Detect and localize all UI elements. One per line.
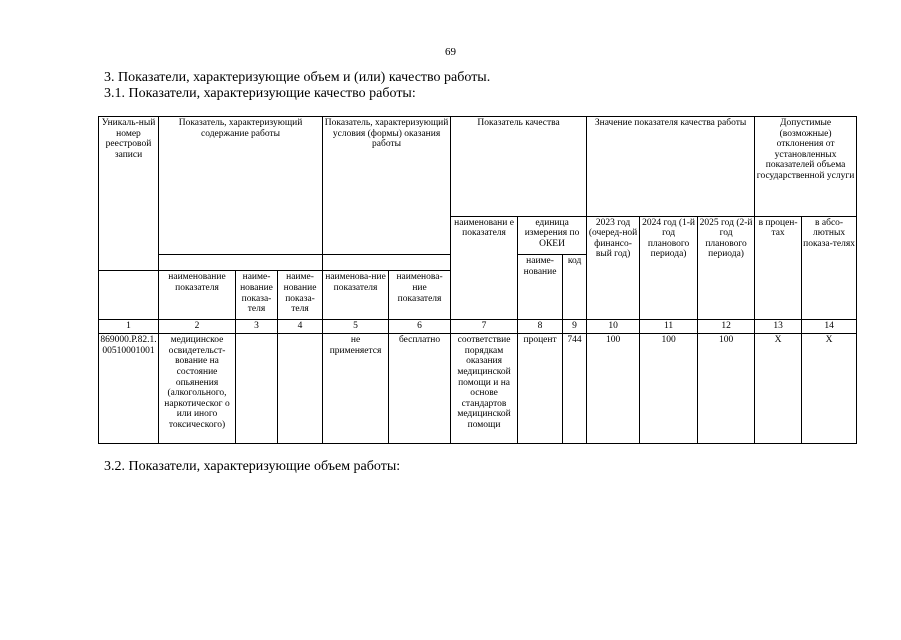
section-heading-3-2: 3.2. Показатели, характеризующие объем работы:	[104, 459, 401, 474]
column-number: 13	[755, 320, 802, 334]
header-unit-okei: единица измерения по ОКЕИ	[518, 216, 587, 255]
header-condition-name-1: наименова-ние показателя	[323, 271, 389, 320]
cell-deviation-absolute: X	[802, 334, 857, 444]
column-number: 14	[802, 320, 857, 334]
cell-deviation-percent: X	[755, 334, 802, 444]
header-content-indicator: Показатель, характеризующий содержание работы	[159, 117, 323, 255]
section-heading-3: 3. Показатели, характеризующие объем и (или) качество работы.	[104, 70, 491, 85]
page-number: 69	[445, 46, 456, 58]
header-content-name-2: наиме-нование показа-теля	[236, 271, 278, 320]
quality-indicators-table	[98, 116, 857, 444]
header-deviations: Допустимые (возможные) отклонения от установленных показателей объема государственной услуги	[755, 117, 857, 217]
header-year-2023: 2023 год (очеред-ной финансо-вый год)	[587, 216, 640, 320]
header-unique-spacer	[99, 271, 159, 320]
column-number: 7	[451, 320, 518, 334]
header-year-2024: 2024 год (1-й год планового периода)	[640, 216, 698, 320]
header-content-spacer	[159, 255, 323, 271]
column-number: 9	[563, 320, 587, 334]
column-number: 3	[236, 320, 278, 334]
column-number: 11	[640, 320, 698, 334]
header-condition-name-2: наименова-ние показателя	[389, 271, 451, 320]
cell-value-2024: 100	[640, 334, 698, 444]
cell-value-2025: 100	[698, 334, 755, 444]
cell-registry-number: 869000.Р.82.1.00510001001	[99, 334, 159, 444]
header-quality-indicator: Показатель качества	[451, 117, 587, 217]
column-number: 5	[323, 320, 389, 334]
cell-condition-1: не применяется	[323, 334, 389, 444]
column-number: 1	[99, 320, 159, 334]
column-number: 12	[698, 320, 755, 334]
header-in-percent: в процен-тах	[755, 216, 802, 320]
section-heading-3-1: 3.1. Показатели, характеризующие качество работы:	[104, 86, 416, 101]
header-in-absolute: в абсо-лютных показа-телях	[802, 216, 857, 320]
header-year-2025: 2025 год (2-й год планового периода)	[698, 216, 755, 320]
header-unit-name: наиме-нование	[518, 255, 563, 320]
header-unit-code: код	[563, 255, 587, 320]
cell-content-3	[278, 334, 323, 444]
cell-unit-code: 744	[563, 334, 587, 444]
header-content-name-3: наиме-нование показа-теля	[278, 271, 323, 320]
column-number: 2	[159, 320, 236, 334]
cell-content-2	[236, 334, 278, 444]
cell-content-1: медицинское освидетельст-вование на состояние опьянения (алкогольного, наркотическог о или иного токсического)	[159, 334, 236, 444]
header-indicator-name: наименовани е показателя	[451, 216, 518, 320]
cell-value-2023: 100	[587, 334, 640, 444]
header-quality-value: Значение показателя качества работы	[587, 117, 755, 217]
cell-condition-2: бесплатно	[389, 334, 451, 444]
cell-indicator: соответствие порядкам оказания медицинской помощи и на основе стандартов медицинской помощи	[451, 334, 518, 444]
column-number: 10	[587, 320, 640, 334]
column-number: 8	[518, 320, 563, 334]
header-unique-number: Уникаль-ный номер реестровой записи	[99, 117, 159, 271]
header-content-name-1: наименование показателя	[159, 271, 236, 320]
header-conditions-indicator: Показатель, характеризующий условия (формы) оказания работы	[323, 117, 451, 255]
column-number: 4	[278, 320, 323, 334]
header-conditions-spacer	[323, 255, 451, 271]
column-number: 6	[389, 320, 451, 334]
cell-unit: процент	[518, 334, 563, 444]
